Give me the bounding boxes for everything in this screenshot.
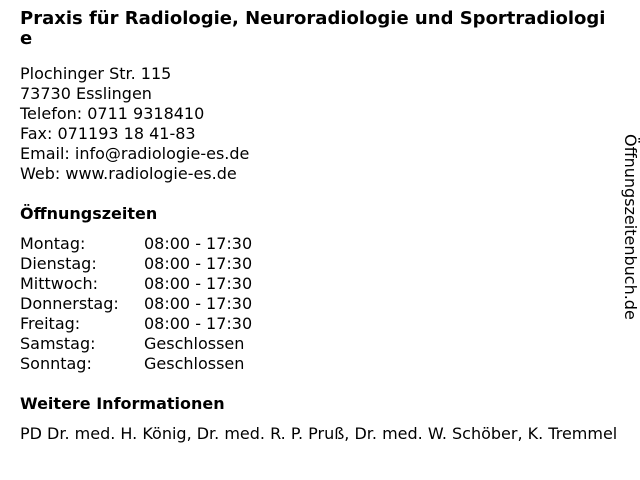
day-label: Montag: [20,234,86,253]
side-brand-watermark: Öffnungszeitenbuch.de [621,134,640,320]
opening-hours-heading: Öffnungszeiten [20,204,158,223]
more-info-heading: Weitere Informationen [20,394,225,413]
hours-value: Geschlossen [144,354,245,373]
hours-row-wednesday [20,274,252,294]
website-address: Web: www.radiologie-es.de [20,164,237,183]
fax-number: Fax: 071193 18 41-83 [20,124,196,143]
hours-row-monday [20,234,252,254]
hours-row-sunday [20,354,252,374]
contact-block [20,64,249,184]
city-address: 73730 Esslingen [20,84,152,103]
hours-row-thursday [20,294,252,314]
phone-number: Telefon: 0711 9318410 [20,104,205,123]
practice-title: Praxis für Radiologie, Neuroradiologie und Sportradiologie [20,8,606,49]
day-label: Donnerstag: [20,294,119,313]
hours-value: 08:00 - 17:30 [144,234,253,253]
hours-row-friday [20,314,252,334]
opening-hours-table [20,234,252,374]
hours-value: 08:00 - 17:30 [144,314,253,333]
day-label: Dienstag: [20,254,97,273]
hours-value: 08:00 - 17:30 [144,294,253,313]
day-label: Samstag: [20,334,96,353]
doctors-list: PD Dr. med. H. König, Dr. med. R. P. Pruß, Dr. med. W. Schöber, K. Tremmel [20,424,618,443]
hours-row-saturday [20,334,252,354]
day-label: Sonntag: [20,354,92,373]
hours-row-tuesday [20,254,252,274]
day-label: Mittwoch: [20,274,98,293]
hours-value: Geschlossen [144,334,245,353]
hours-value: 08:00 - 17:30 [144,254,253,273]
hours-value: 08:00 - 17:30 [144,274,253,293]
email-address: Email: info@radiologie-es.de [20,144,250,163]
street-address: Plochinger Str. 115 [20,64,172,83]
day-label: Freitag: [20,314,81,333]
